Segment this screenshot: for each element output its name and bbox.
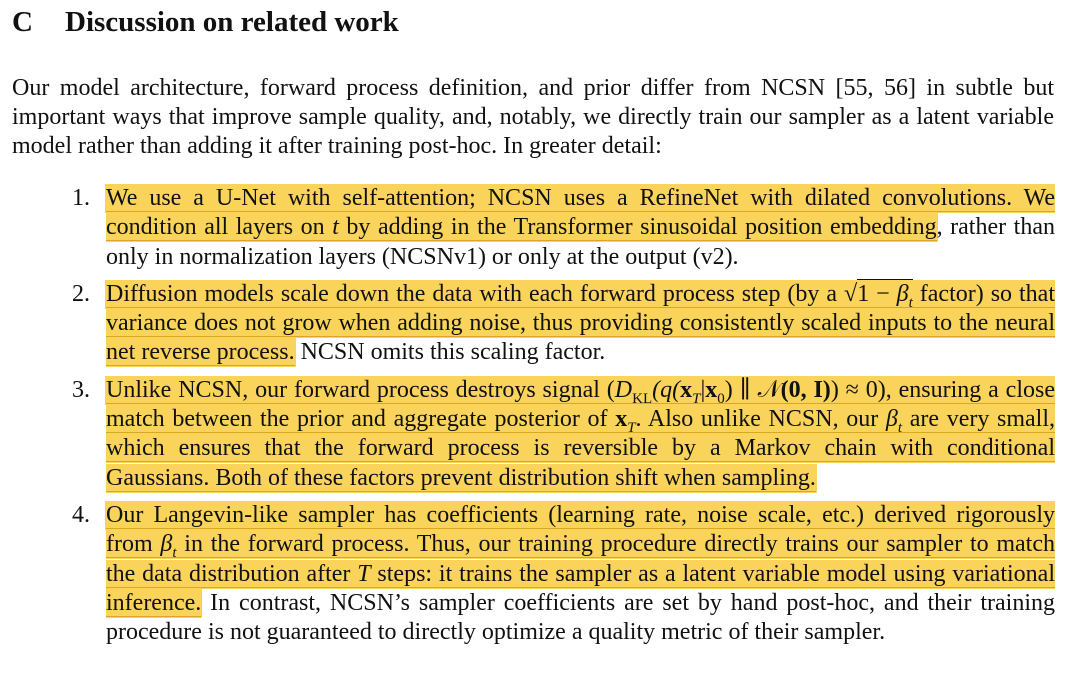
list-item-4 bbox=[12, 501, 1055, 647]
math-normal-args: (0, I) bbox=[780, 376, 831, 403]
sqrt-expression bbox=[844, 279, 913, 311]
math-t: t bbox=[332, 214, 339, 241]
math-beta: β bbox=[885, 406, 898, 433]
math-subscript: 0 bbox=[717, 390, 725, 407]
highlight-text: Diffusion models scale down the data with each forward process step (by a bbox=[106, 280, 845, 307]
math-normal: 𝒩 bbox=[757, 376, 781, 403]
math-x: x bbox=[705, 376, 718, 403]
highlight-text: are very small, which ensures that the forward process is reversible by a Markov chain with conditional Gaussians. Both of these factors prevent distribution shift when sampling. bbox=[106, 406, 1056, 491]
intro-paragraph: Our model architecture, forward process definition, and prior differ from NCSN [55, 56] in subtle but important ways that improve sample quality, and, notably, we directly train our sampler as a latent variable model rather than adding it after training post-hoc. In greater detail: bbox=[12, 75, 1054, 159]
plain-text: NCSN omits this scaling factor. bbox=[294, 339, 606, 366]
highlight-text: We use a U-Net with self-attention; NCSN uses a RefineNet with dilated convolutions. We condition all layers on bbox=[106, 185, 1055, 241]
highlight-text: Unlike NCSN, our forward process destroys signal ( bbox=[106, 376, 615, 403]
highlight[interactable] bbox=[106, 377, 1055, 492]
sqrt-sign: √ bbox=[844, 280, 858, 307]
math-beta: β bbox=[896, 280, 909, 307]
math-T: T bbox=[357, 560, 371, 587]
highlight-text: by adding in the Transformer sinusoidal position embedding bbox=[338, 214, 937, 241]
section-number: C bbox=[12, 6, 33, 38]
highlight-text: factor) so that variance does not grow when adding noise, thus providing consistently scaled inputs to the neural net reverse process. bbox=[106, 280, 1055, 366]
math-subscript: KL bbox=[632, 390, 653, 407]
math-beta: β bbox=[160, 531, 173, 558]
radicand-text: 1 − bbox=[857, 280, 897, 307]
list-item-3 bbox=[12, 376, 1055, 493]
highlight[interactable] bbox=[106, 185, 1055, 241]
math-x: x bbox=[615, 406, 628, 433]
highlight-text: Our Langevin-like sampler has coefficients (learning rate, noise scale, etc.) derived rigorously from bbox=[106, 501, 1055, 558]
math-subscript: t bbox=[172, 545, 177, 562]
math-subscript: t bbox=[897, 419, 903, 436]
list-number: 3. bbox=[72, 376, 90, 403]
list-number: 1. bbox=[72, 185, 90, 211]
highlight-text: steps: it trains the sampler as a latent variable model using variational inference. bbox=[106, 560, 1055, 616]
list-item-1 bbox=[12, 184, 1055, 272]
math-parallel: ) ∥ bbox=[724, 376, 758, 403]
plain-text: In contrast, NCSN’s sampler coefficients are set by hand post-hoc, and their training procedure is not guaranteed to directly optimize a quality metric of their sampler. bbox=[106, 589, 1055, 646]
sqrt-radicand bbox=[857, 279, 913, 311]
section-title: Discussion on related work bbox=[65, 6, 399, 38]
difference-list bbox=[12, 184, 1057, 647]
plain-text: , rather than only in normalization layers (NCSNv1) or only at the output (v2). bbox=[106, 214, 1056, 270]
math-q: (q( bbox=[652, 376, 681, 403]
section-heading bbox=[12, 4, 1057, 40]
highlight-text: ) ≈ 0), ensuring a close match between the prior and aggregate posterior of bbox=[106, 376, 1055, 433]
document-page bbox=[12, 4, 1057, 655]
list-number: 2. bbox=[72, 280, 90, 307]
list-item-2 bbox=[12, 280, 1055, 368]
math-subscript: T bbox=[627, 419, 636, 436]
math-bar: | bbox=[700, 376, 706, 403]
math-x: x bbox=[680, 376, 693, 403]
highlight-text: in the forward process. Thus, our training procedure directly trains our sampler to match the data distribution after bbox=[106, 531, 1055, 587]
math-D: D bbox=[614, 376, 633, 403]
math-subscript: t bbox=[908, 294, 913, 311]
list-number: 4. bbox=[72, 501, 90, 528]
highlight-text: . Also unlike NCSN, our bbox=[635, 406, 886, 433]
math-subscript: T bbox=[692, 390, 701, 407]
